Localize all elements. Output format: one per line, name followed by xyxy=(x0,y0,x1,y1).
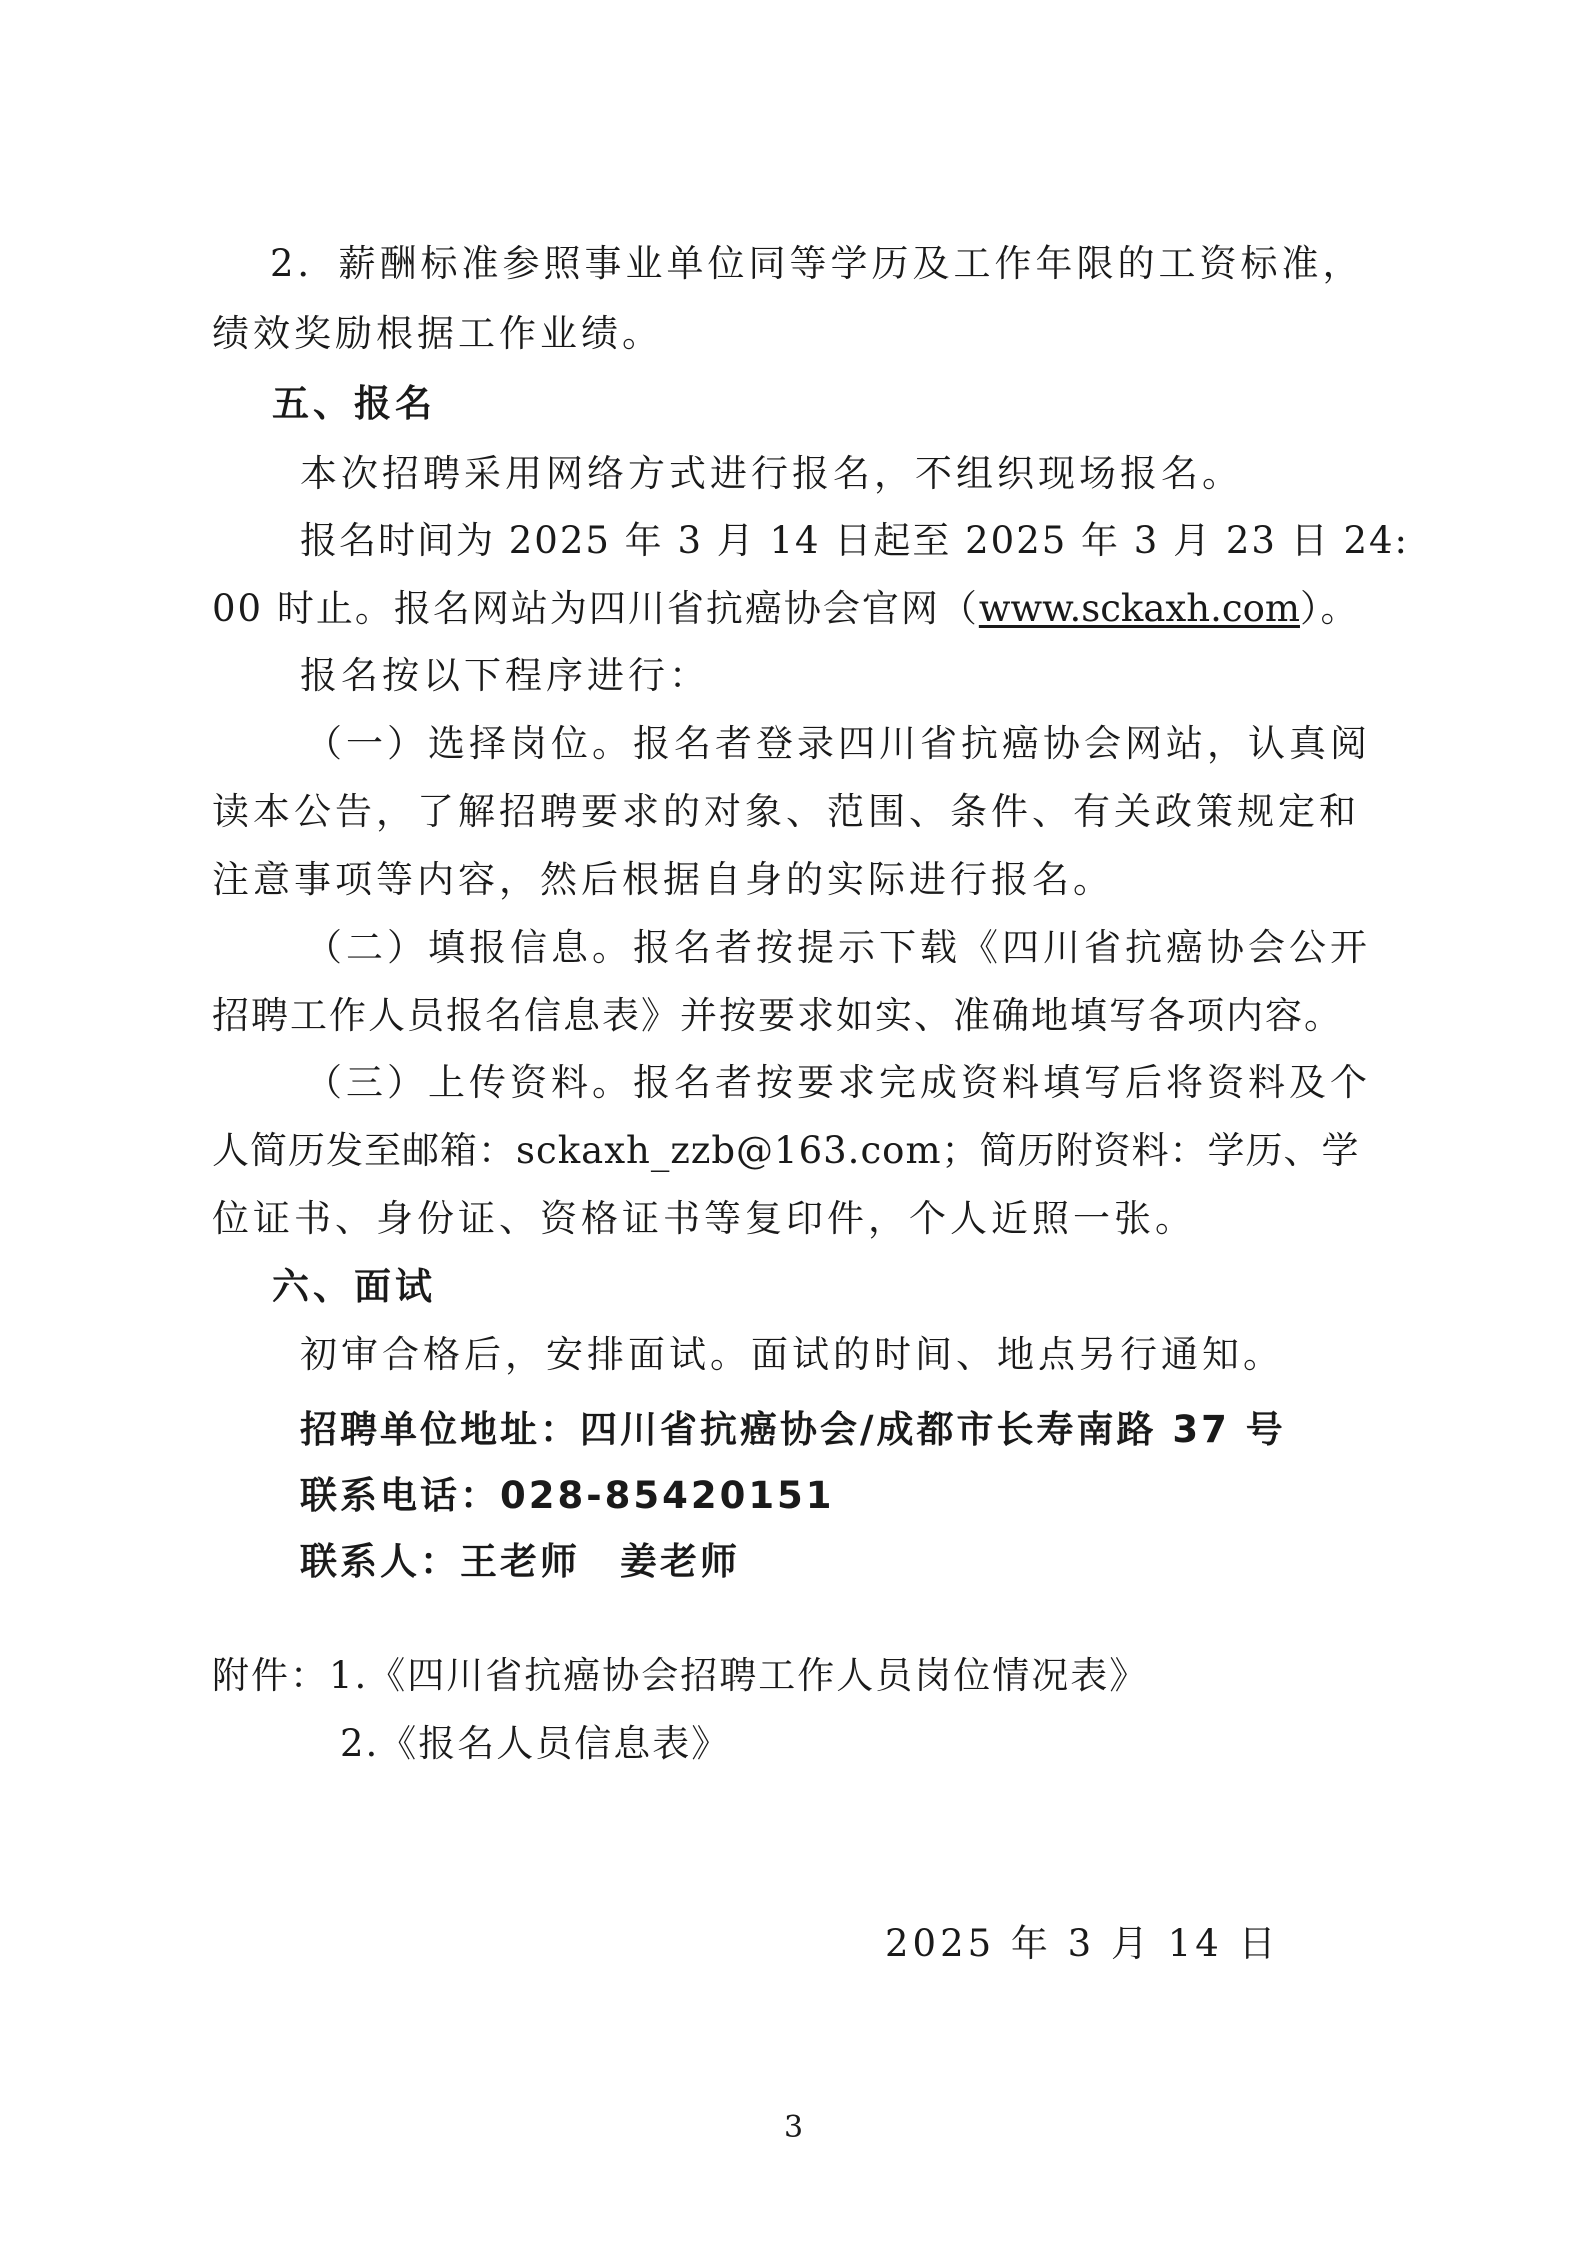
document-date: 2025 年 3 月 14 日 xyxy=(885,1922,1280,1965)
page-number: 3 xyxy=(783,2110,804,2145)
website-link[interactable]: www.sckaxh.com xyxy=(978,587,1300,630)
step3-line1: （三）上传资料。报名者按要求完成资料填写后将资料及个 xyxy=(305,1061,1371,1104)
step1-line2: 读本公告，了解招聘要求的对象、范围、条件、有关政策规定和 xyxy=(212,790,1360,833)
registration-time-prefix: 00 时止。报名网站为四川省抗癌协会官网（ xyxy=(212,587,979,630)
step1-line1: （一）选择岗位。报名者登录四川省抗癌协会网站，认真阅 xyxy=(305,722,1371,765)
registration-method: 本次招聘采用网络方式进行报名，不组织现场报名。 xyxy=(300,452,1243,495)
section5-heading: 五、报名 xyxy=(272,382,436,425)
registration-time-line1: 报名时间为 2025 年 3 月 14 日起至 2025 年 3 月 23 日 24: xyxy=(300,519,1410,562)
contact-address: 招聘单位地址：四川省抗癌协会/成都市长寿南路 37 号 xyxy=(300,1408,1286,1451)
step2-line1: （二）填报信息。报名者按提示下载《四川省抗癌协会公开 xyxy=(305,926,1371,969)
step3-line2: 人简历发至邮箱：sckaxh_zzb@163.com；简历附资料：学历、学 xyxy=(212,1129,1360,1172)
attachment-2: 2.《报名人员信息表》 xyxy=(340,1722,731,1765)
section6-heading: 六、面试 xyxy=(272,1265,436,1308)
step2-line2: 招聘工作人员报名信息表》并按要求如实、准确地填写各项内容。 xyxy=(212,994,1343,1037)
registration-time-suffix: ）。 xyxy=(1299,587,1360,630)
contact-person: 联系人：王老师 姜老师 xyxy=(300,1540,740,1583)
salary-item-line2: 绩效奖励根据工作业绩。 xyxy=(212,312,663,355)
interview-text: 初审合格后，安排面试。面试的时间、地点另行通知。 xyxy=(300,1333,1284,1376)
step1-line3: 注意事项等内容，然后根据自身的实际进行报名。 xyxy=(212,858,1114,901)
attachment-1: 附件：1.《四川省抗癌协会招聘工作人员岗位情况表》 xyxy=(212,1654,1149,1697)
step3-line3: 位证书、身份证、资格证书等复印件，个人近照一张。 xyxy=(212,1197,1196,1240)
salary-item-line1: 2．薪酬标准参照事业单位同等学历及工作年限的工资标准， xyxy=(270,242,1364,285)
procedure-intro: 报名按以下程序进行： xyxy=(300,654,710,697)
registration-time-line2 xyxy=(212,587,1360,630)
contact-phone: 联系电话：028-85420151 xyxy=(300,1474,835,1517)
